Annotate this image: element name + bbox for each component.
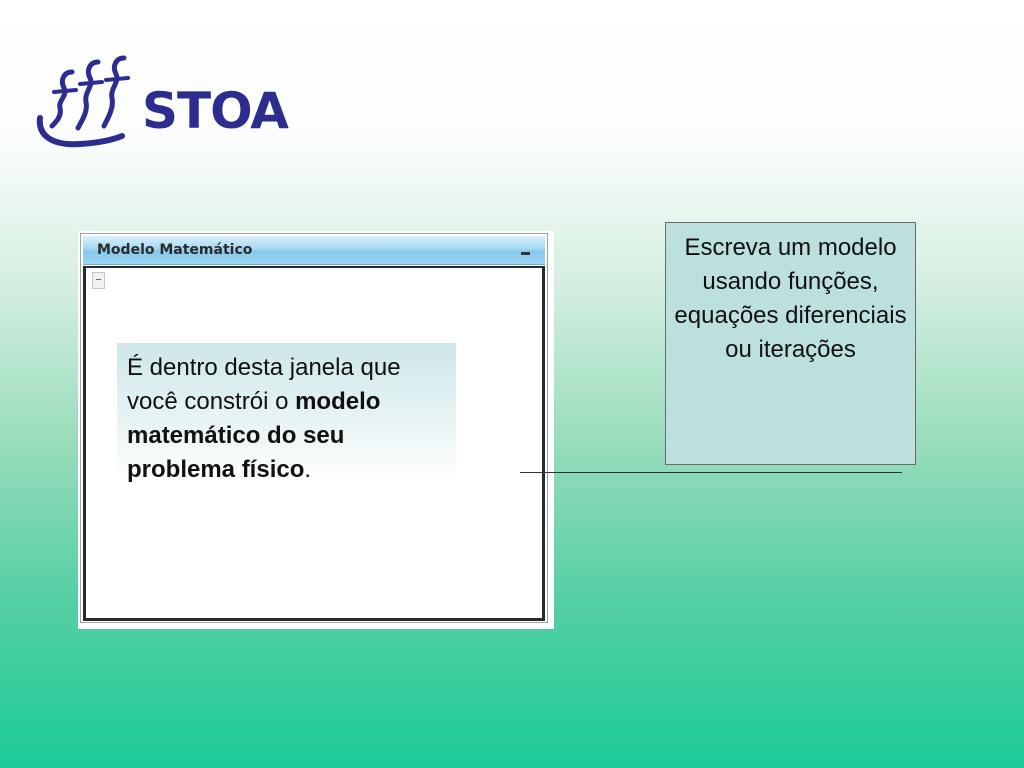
explanation-text-end: .: [304, 456, 312, 483]
model-instruction-text: Escreva um modelo usando funções, equações diferenciais ou iterações: [674, 234, 907, 363]
window-title: Modelo Matemático: [97, 242, 253, 258]
stoa-logo: [36, 52, 288, 152]
connector-line: [520, 472, 902, 473]
figures-logo-icon: [36, 52, 146, 152]
window-titlebar[interactable]: [83, 236, 545, 265]
minimize-icon: [521, 252, 530, 255]
window-explanation-text: [127, 351, 452, 487]
window-explanation-callout: [117, 343, 456, 483]
logo-text: STOA: [142, 82, 288, 140]
minimize-button[interactable]: [517, 242, 533, 258]
model-instruction-callout: [665, 222, 916, 465]
explanation-text-regular: É dentro desta janela que você constrói o: [127, 354, 401, 415]
collapse-small-icon[interactable]: [92, 272, 105, 289]
explanation-text-bold: modelo matemático do seu problema físico: [127, 388, 381, 483]
